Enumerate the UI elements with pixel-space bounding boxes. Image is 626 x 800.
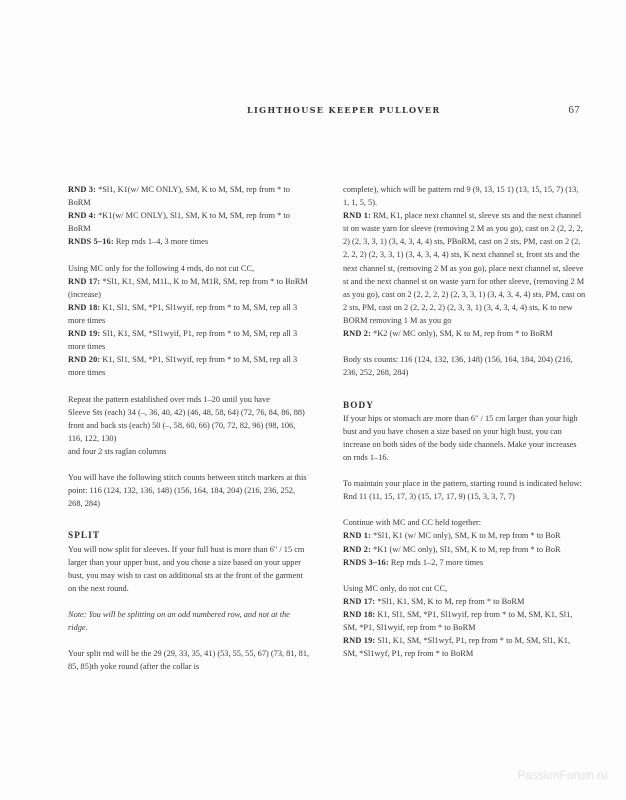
body-instruction-rnd-19 bbox=[343, 634, 586, 660]
body-rnd-1-text: *Sl1, K1 (w/ MC only), SM, K to M, rep from * to BoR bbox=[371, 531, 561, 541]
rnd-20-text: K1, Sl1, SM, *P1, Sl1wyif, rep from * to M, SM, rep all 3 more times bbox=[68, 355, 298, 378]
rnd-3-label: RND 3: bbox=[68, 185, 97, 194]
continue-mc-cc-note: Continue with MC and CC held together: bbox=[343, 518, 482, 528]
body-rnd-1-label: RND 1: bbox=[343, 531, 372, 541]
instruction-rnd-4 bbox=[68, 209, 311, 235]
body-instruction-rnds-3-16 bbox=[343, 556, 586, 569]
running-head-title: LIGHTHOUSE KEEPER PULLOVER bbox=[247, 105, 441, 115]
paragraph-spacer bbox=[343, 464, 586, 477]
using-mc-only-note: Using MC only, do not cut CC, bbox=[343, 583, 448, 593]
raglan-columns-note: and four 2 sts raglan columns bbox=[68, 446, 167, 456]
split-instruction-rnd-2 bbox=[343, 327, 586, 340]
section-heading-body: BODY bbox=[343, 399, 374, 410]
right-column bbox=[343, 183, 586, 660]
paragraph-spacer bbox=[68, 458, 311, 471]
paragraph-spacer bbox=[343, 340, 586, 353]
body-rnds-3-16-text: Rep rnds 1–2, 7 more times bbox=[388, 557, 484, 567]
instruction-rnd-18 bbox=[68, 301, 311, 327]
rnds-5-16-label: RNDS 5–16: bbox=[68, 237, 114, 247]
body-rnd-19-label: RND 19: bbox=[343, 636, 376, 646]
instruction-rnd-19 bbox=[68, 327, 311, 353]
paragraph-spacer bbox=[343, 503, 586, 516]
rnds-5-16-text: Rep rnds 1–4, 3 more times bbox=[113, 237, 209, 247]
body-rnd-18-text: K1, Sl1, SM, *P1, Sl1wyif, rep from * to M, SM, K1, Sl1, SM, *P1, Sl1wyif, rep from * to BoRM bbox=[343, 610, 573, 633]
body-instruction-rnd-2 bbox=[343, 543, 586, 556]
split-rnd-1-label: RND 1: bbox=[343, 211, 372, 221]
paragraph-spacer bbox=[68, 595, 311, 608]
site-watermark: PassionForum.ru bbox=[517, 770, 608, 782]
starting-round-line: Rnd 11 (11, 15, 17, 3) (15, 17, 17, 9) (15, 3, 3, 7, 7) bbox=[343, 492, 515, 502]
front-back-stitch-counts: front and back sts (each) 50 (–, 58, 60, 66) (70, 72, 82, 96) (98, 106, 116, 122, 130) bbox=[68, 420, 296, 443]
rnd-17-text: *Sl1, K1, SM, M1L, K to M, M1R, SM, rep from * to BoRM (increase) bbox=[68, 276, 308, 299]
body-rnd-17-label: RND 17: bbox=[343, 596, 376, 606]
rnd-4-label: RND 4: bbox=[68, 211, 97, 221]
body-instruction-rnd-1 bbox=[343, 529, 586, 542]
paragraph-spacer bbox=[68, 379, 311, 392]
body-instruction-rnd-18 bbox=[343, 608, 586, 634]
rnd-18-label: RND 18: bbox=[68, 302, 101, 312]
repeat-pattern-intro: Repeat the pattern established over rnds 1–20 until you have bbox=[68, 394, 270, 404]
instruction-rnd-17 bbox=[68, 275, 311, 301]
body-rnd-19-text: Sl1, K1, SM, *Sl1wyf, P1, rep from * to M, SM, Sl1, K1, SM, *Sl1wyf, P1, rep from * to BoRM bbox=[343, 636, 571, 659]
body-rnd-17-text: *Sl1, K1, SM, K to M, rep from * to BoRM bbox=[375, 596, 525, 606]
split-rnd-1-text: RM, K1, place next channel st, sleeve sts and the next channel st on waste yarn for sleeve (removing 2 M as you go), cast on 2 (2, 2, 2, 2) (2, 3, 3, 1) (3, 4, 3, 4, 4) sts, PBoRM, cast on 2 sts, PM, cast on 2 (2, 2, 2, 2) (2, 3, 3, 1) (3, 4, 3, 4, 4) sts, K next channel st, front sts and the next channel st, (removing 2 M as you go), place next channel st, sleeve st and the next channel st on waste yarn for other sleeve, (removing 2 M as you go), cast on 2 (2, 2, 2, 2) (2, 3, 3, 1) (3, 4, 3, 4, 4) sts, PM, cast on 2 sts, PM, cast on 2 (2, 2, 2, 2) (2, 3, 3, 1) (3, 4, 3, 4, 4) sts, K to new BORM removing 1 M as you go bbox=[343, 211, 586, 325]
body-stitch-counts: Body sts counts: 116 (124, 132, 136, 148) (156, 164, 184, 204) (216, 236, 252, 268, 284) bbox=[343, 355, 573, 378]
rnd-19-label: RND 19: bbox=[68, 329, 101, 339]
left-column bbox=[68, 183, 311, 673]
body-rnds-3-16-label: RNDS 3–16: bbox=[343, 557, 389, 567]
split-round-continuation: complete), which will be pattern rnd 9 (9, 13, 15 1) (13, 15, 15, 7) (13, 1, 1, 5, 5). bbox=[343, 185, 579, 208]
mc-only-note: Using MC only for the following 4 rnds, do not cut CC, bbox=[68, 263, 255, 273]
running-head bbox=[247, 104, 580, 116]
sleeve-stitch-counts: Sleeve Sts (each) 34 (–, 36, 40, 42) (46, 48, 58, 64) (72, 76, 84, 86, 88) bbox=[68, 407, 305, 417]
two-column-body bbox=[0, 183, 626, 763]
split-paragraph: You will now split for sleeves. If your full bust is more than 6" / 15 cm larger than your upper bust, and you chose a size based on your upper bust, you may wish to cast on additional sts at the front of the garment on the next round. bbox=[68, 544, 305, 593]
paragraph-spacer bbox=[68, 634, 311, 647]
rnd-17-label: RND 17: bbox=[68, 276, 101, 286]
rnd-20-label: RND 20: bbox=[68, 355, 101, 365]
instruction-rnd-3 bbox=[68, 183, 311, 209]
paragraph-spacer bbox=[343, 379, 586, 392]
paragraph-spacer bbox=[68, 510, 311, 523]
split-italic-note: Note: You will be splitting on an odd numbered row, and not at the ridge. bbox=[68, 610, 290, 633]
paragraph-spacer bbox=[68, 248, 311, 261]
split-rnd-2-label: RND 2: bbox=[343, 329, 372, 339]
rnd-3-text: *Sl1, K1(w/ MC ONLY), SM, K to M, SM, rep from * to BoRM bbox=[68, 185, 290, 208]
paragraph-spacer bbox=[343, 569, 586, 582]
rnd-4-text: *K1(w/ MC ONLY), Sl1, SM, K to M, SM, rep from * to BoRM bbox=[68, 211, 290, 234]
instruction-rnd-20 bbox=[68, 353, 311, 379]
page-number: 67 bbox=[568, 104, 580, 116]
body-rnd-18-label: RND 18: bbox=[343, 610, 376, 619]
split-rnd-2-text: *K2 (w/ MC only), SM, K to M, rep from * to BoRM bbox=[371, 329, 553, 339]
stitch-counts-summary: You will have the following stitch counts between stitch markers at this point: 116 (124, 132, 136, 148) (156, 164, 184, 204) (216, 236, 252, 268, 284) bbox=[68, 473, 307, 509]
split-round-number: Your split rnd will be the 29 (29, 33, 35, 41) (53, 55, 55, 67) (73, 81, 81, 85, 85)th yoke round (after the collar is bbox=[68, 649, 310, 672]
maintain-place-paragraph: To maintain your place in the pattern, starting round is indicated below: bbox=[343, 479, 583, 489]
instruction-rnds-5-16 bbox=[68, 235, 311, 248]
rnd-18-text: K1, Sl1, SM, *P1, Sl1wyif, rep from * to M, SM, rep all 3 more times bbox=[68, 302, 298, 325]
body-paragraph: If your hips or stomach are more than 6" / 15 cm larger than your high bust and you have chosen a size based on your high bust, you can increase on both sides of the body side channels. Make your increases on rnds 1–16. bbox=[343, 413, 578, 462]
split-instruction-rnd-1 bbox=[343, 209, 586, 327]
rnd-19-text: Sl1, K1, SM, *Sl1wyif, P1, rep from * to M, SM, rep all 3 more times bbox=[68, 329, 298, 352]
body-instruction-rnd-17 bbox=[343, 595, 586, 608]
body-rnd-2-label: RND 2: bbox=[343, 544, 372, 554]
body-rnd-2-text: *K1 (w/ MC only), Sl1, SM, K to M, rep from * to BoR bbox=[371, 544, 561, 554]
section-heading-split: SPLIT bbox=[68, 530, 101, 541]
